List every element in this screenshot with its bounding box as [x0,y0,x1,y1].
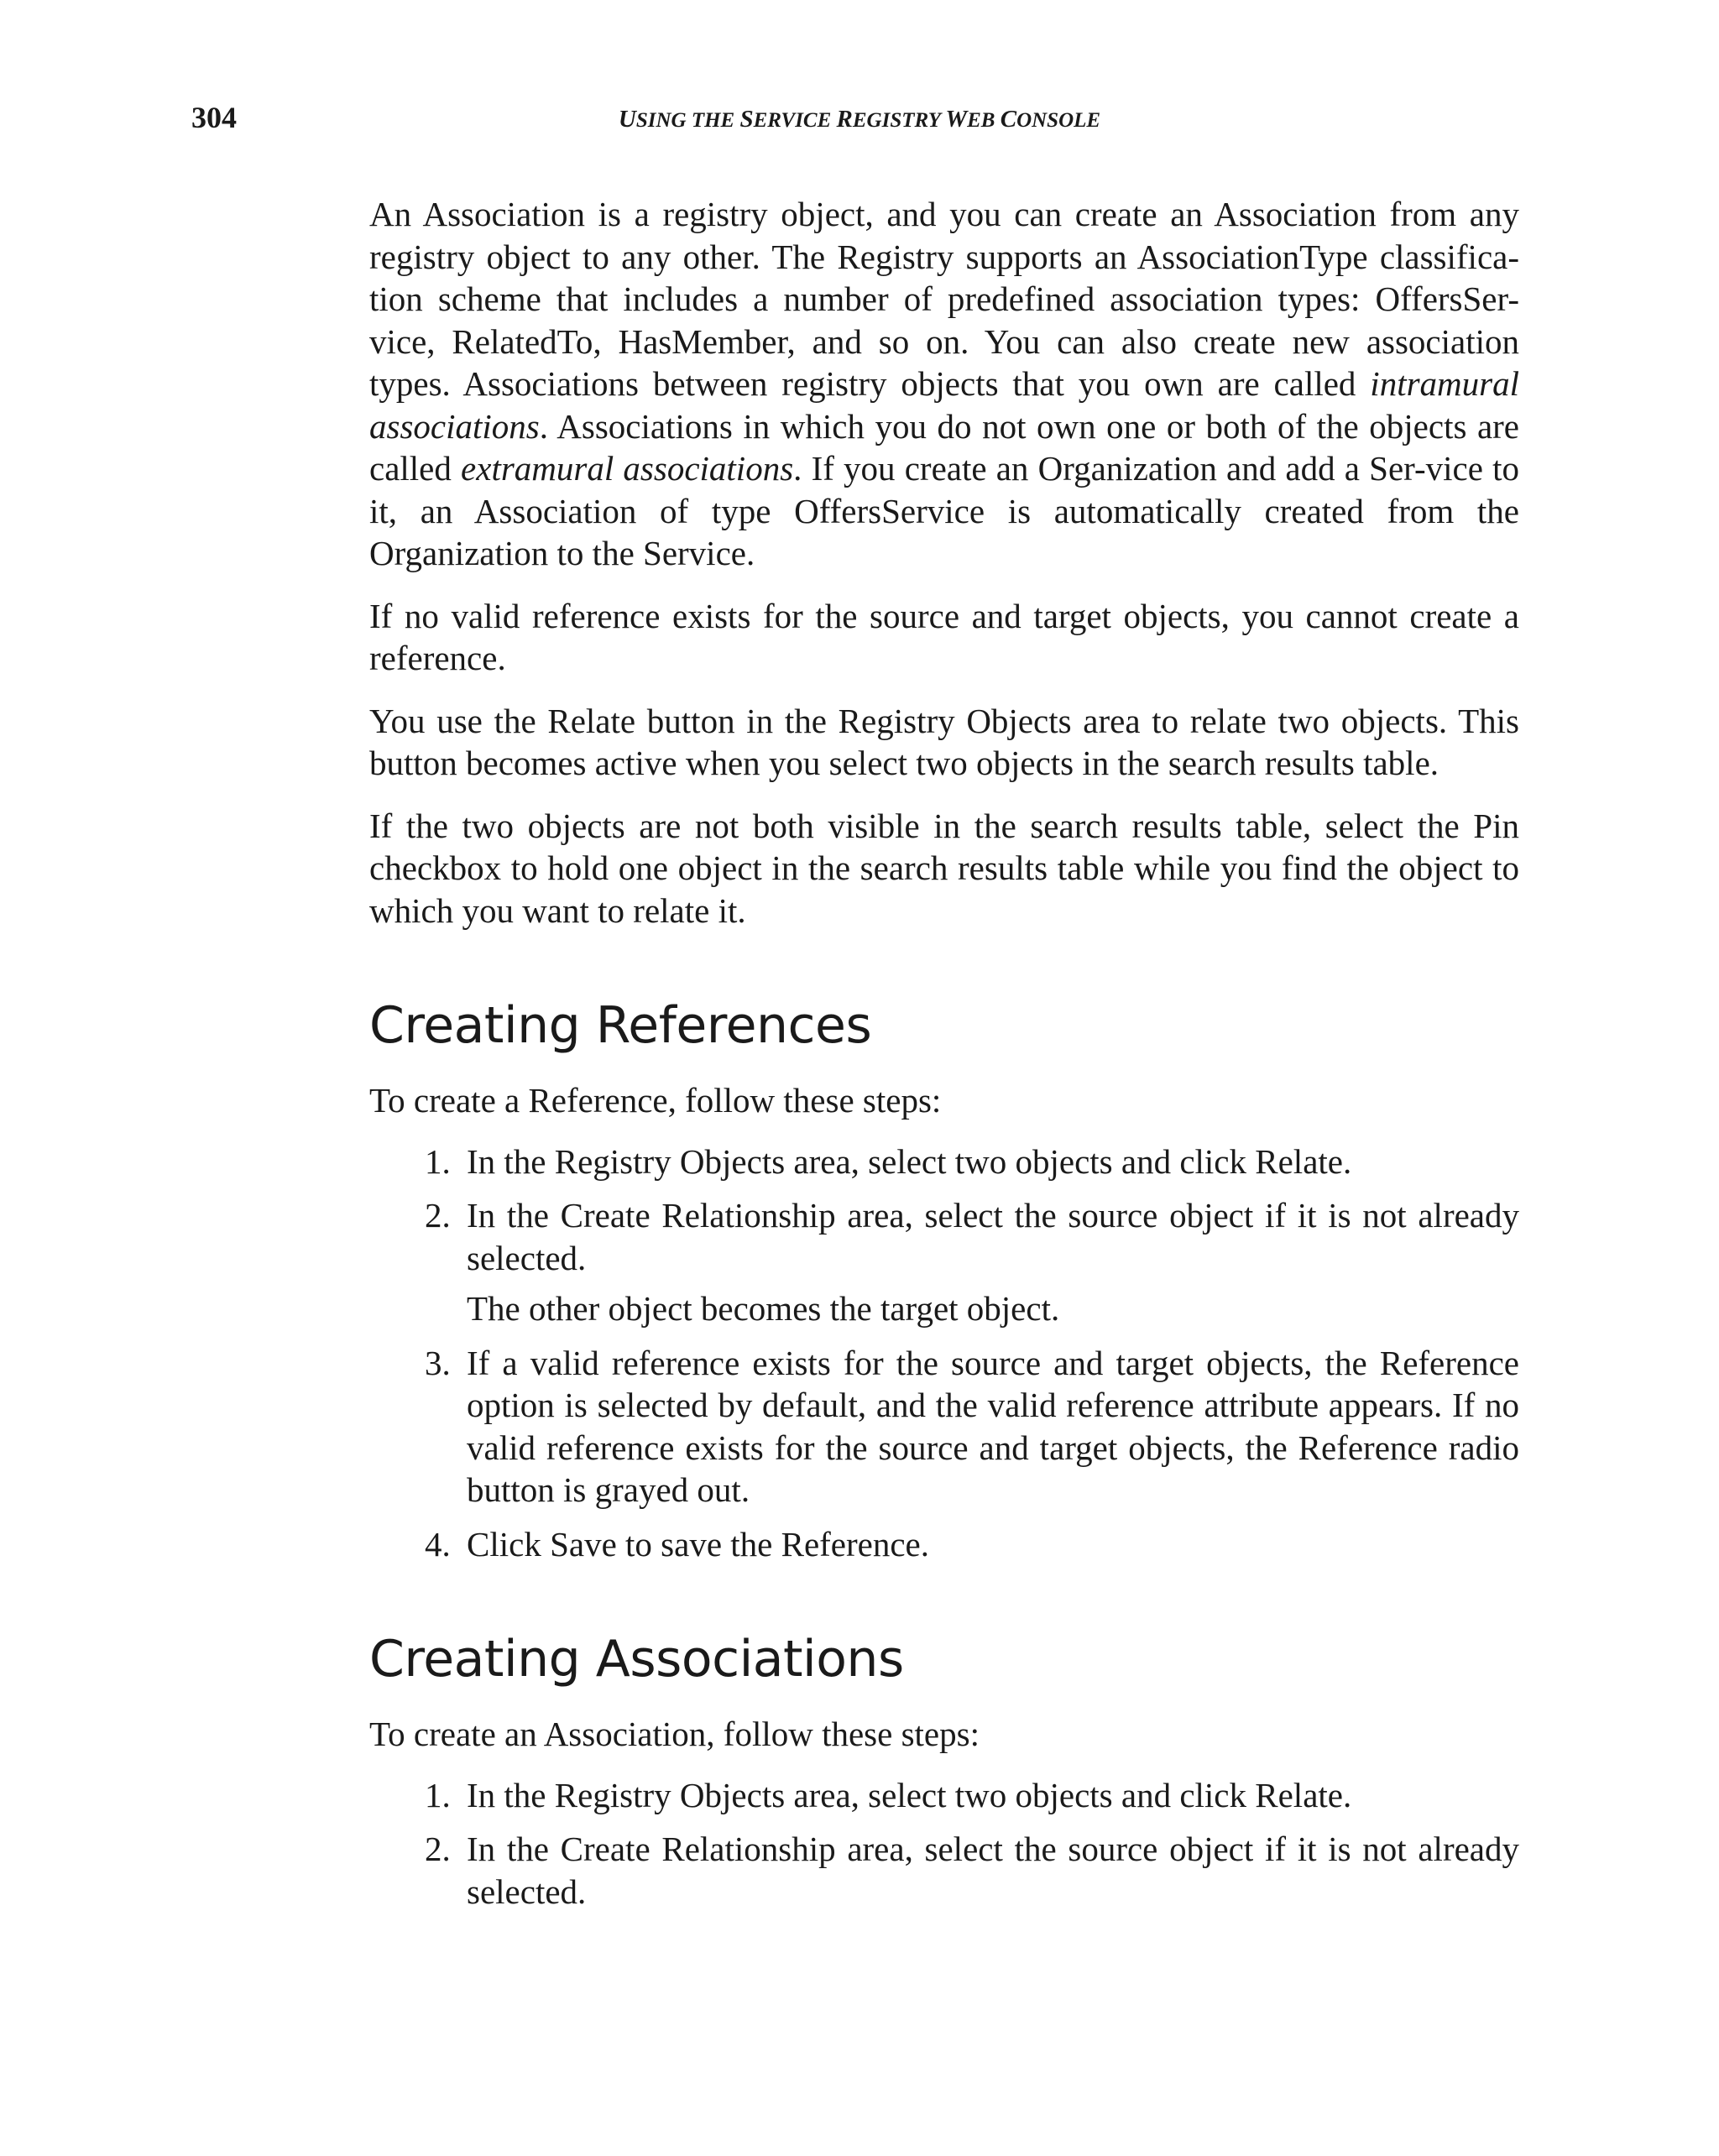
list-item [369,1342,1519,1511]
step-text: If a valid reference exists for the source and target objects, the Reference option is selected by default, and the valid reference attribute appears. If no valid reference exists for the source and target objects, the Reference radio button is grayed out. [467,1343,1519,1509]
running-head-part: ERVICE [753,109,837,132]
section-heading-associations: Creating Associations [369,1630,904,1689]
running-head-part: C [1000,106,1017,133]
section-lead-references: To create a Reference, follow these steps: [369,1081,942,1120]
paragraph-text: . If you create an Organization and add a Ser-vice to it, an Association of type OffersService is automatically created from the Organization to the Service. [369,449,1519,572]
step-note: The other object becomes the target object. [467,1289,1060,1328]
body-paragraph-relate-button: You use the Relate button in the Registry Objects area to relate two objects. This button becomes active when you select two objects in the search results table. [369,701,1519,782]
section-heading-references: Creating References [369,996,872,1055]
running-head-part: EB [967,109,1001,132]
step-text: In the Create Relationship area, select the source object if it is not already selected. [467,1196,1519,1277]
list-item [369,1828,1519,1913]
list-item [369,1523,1519,1566]
running-head [0,102,1719,138]
step-number: 3. [425,1343,451,1382]
page-content [369,193,1519,1924]
step-number: 1. [425,1775,451,1814]
paragraph-text: An Association is a registry object, and you can create an Association from any registry object to any other. The Registry supports an AssociationType classifica-tion scheme that includes a number of predefined association types: OffersSer-vice, RelatedTo, HasMember, and so on. You can also create new association types. Associations between registry objects that you own are called [369,195,1519,403]
list-item [369,1194,1519,1330]
step-text: In the Registry Objects area, select two objects and click Relate. [467,1141,1352,1181]
list-item [369,1141,1519,1183]
step-text: In the Create Relationship area, select the source object if it is not already selected. [467,1830,1519,1911]
body-paragraph-pin-checkbox: If the two objects are not both visible in the search results table, select the Pin checkbox to hold one object in the search results table while you find the object to which you want to relate it. [369,806,1519,930]
term-extramural: extramural associations [461,449,794,488]
running-head-part: R [836,106,853,133]
body-paragraph-associations [369,193,1519,575]
running-head-part: SING THE [635,109,740,132]
step-number: 2. [425,1196,451,1235]
step-number: 4. [425,1524,451,1563]
page-number: 304 [191,101,237,134]
step-number: 1. [425,1141,451,1181]
step-number: 2. [425,1830,451,1868]
steps-list-associations [369,1774,1519,1913]
step-text: Click Save to save the Reference. [467,1524,929,1563]
term-intramural: intramural associations [369,364,1519,446]
step-text: In the Registry Objects area, select two objects and click Relate. [467,1775,1352,1814]
running-head-part: U [618,106,636,133]
list-item [369,1774,1519,1817]
running-head-part: EGISTRY [852,109,946,132]
running-head-part: ONSOLE [1016,109,1101,132]
running-head-part: W [945,106,968,133]
steps-list-references [369,1141,1519,1566]
running-head-part: S [739,106,754,133]
body-paragraph-no-reference: If no valid reference exists for the source and target objects, you cannot create a reference. [369,596,1519,677]
paragraph-text: . Associations in which you do not own one or both of the objects are called [369,406,1519,488]
section-lead-associations: To create an Association, follow these steps: [369,1715,980,1753]
